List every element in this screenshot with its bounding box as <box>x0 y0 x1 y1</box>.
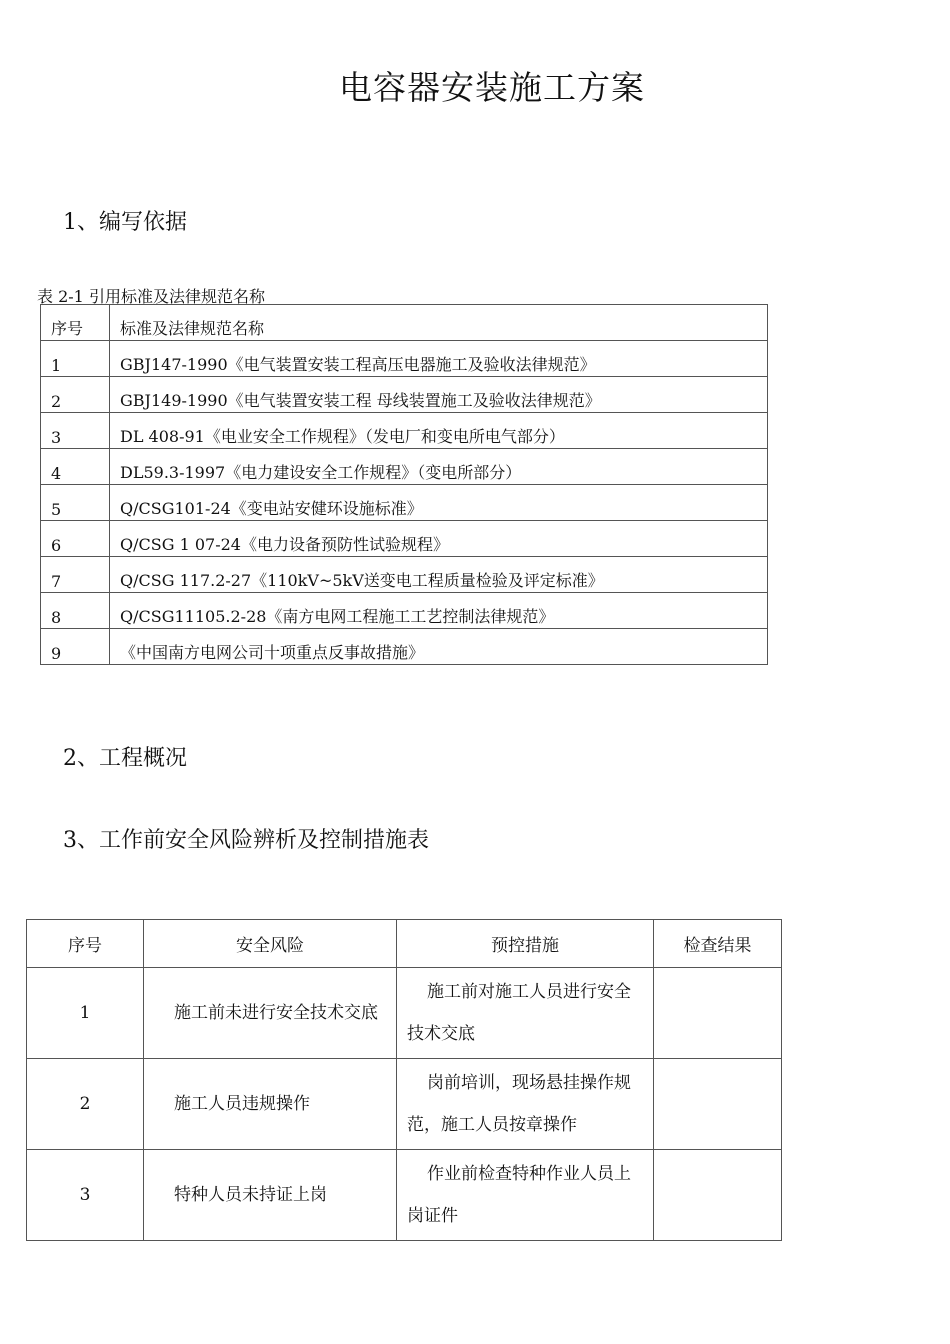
control-cell <box>397 1150 654 1241</box>
result-cell <box>654 1059 782 1150</box>
row-number: 2 <box>41 377 110 413</box>
row-number: 1 <box>27 968 144 1059</box>
control-text: 施工前对施工人员进行安全技术交底 <box>407 982 631 1044</box>
row-number: 3 <box>27 1150 144 1241</box>
control-cell <box>397 1059 654 1150</box>
table-row <box>27 1059 782 1150</box>
standard-name: Q/CSG11105.2-28《南方电网工程施工工艺控制法律规范》 <box>110 593 768 629</box>
table-row <box>41 377 768 413</box>
table-row <box>41 629 768 665</box>
row-number: 5 <box>41 485 110 521</box>
standard-name: Q/CSG 1 07-24《电力设备预防性试验规程》 <box>110 521 768 557</box>
header-cell-no: 序号 <box>27 920 144 968</box>
risk-text: 施工人员违规操作 <box>174 1094 310 1114</box>
risk-cell <box>144 1150 397 1241</box>
risk-cell <box>144 968 397 1059</box>
section-heading-basis: 1、编写依据 <box>63 210 187 235</box>
row-number: 7 <box>41 557 110 593</box>
control-cell <box>397 968 654 1059</box>
risk-text: 施工前未进行安全技术交底 <box>174 1003 378 1023</box>
standard-name: GBJ149-1990《电气装置安装工程 母线装置施工及验收法律规范》 <box>110 377 768 413</box>
section-heading-risk: 3、工作前安全风险辨析及控制措施表 <box>63 828 429 853</box>
table-header-row <box>27 920 782 968</box>
section-heading-overview: 2、工程概况 <box>63 746 187 771</box>
control-text: 作业前检查特种作业人员上岗证件 <box>407 1164 631 1226</box>
table-row <box>41 413 768 449</box>
standard-name: DL59.3-1997《电力建设安全工作规程》（变电所部分） <box>110 449 768 485</box>
result-cell <box>654 1150 782 1241</box>
row-number: 8 <box>41 593 110 629</box>
row-number: 2 <box>27 1059 144 1150</box>
risk-control-table <box>26 919 782 1241</box>
row-number: 4 <box>41 449 110 485</box>
standard-name: Q/CSG 117.2-27《110kV~5kV送变电工程质量检验及评定标准》 <box>110 557 768 593</box>
risk-text: 特种人员未持证上岗 <box>174 1185 327 1205</box>
header-cell-control: 预控措施 <box>397 920 654 968</box>
row-number: 6 <box>41 521 110 557</box>
table-row <box>41 557 768 593</box>
standard-name: Q/CSG101-24《变电站安健环设施标准》 <box>110 485 768 521</box>
table-row <box>41 449 768 485</box>
row-number: 9 <box>41 629 110 665</box>
standard-name: 《中国南方电网公司十项重点反事故措施》 <box>110 629 768 665</box>
header-cell-name: 标准及法律规范名称 <box>110 305 768 341</box>
table-header-row <box>41 305 768 341</box>
standard-name: DL 408-91《电业安全工作规程》（发电厂和变电所电气部分） <box>110 413 768 449</box>
control-text: 岗前培训，现场悬挂操作规范，施工人员按章操作 <box>407 1073 631 1135</box>
table-row <box>27 968 782 1059</box>
table-row <box>41 341 768 377</box>
table-row <box>41 593 768 629</box>
standard-name: GBJ147-1990《电气装置安装工程高压电器施工及验收法律规范》 <box>110 341 768 377</box>
table-row <box>41 485 768 521</box>
row-number: 3 <box>41 413 110 449</box>
table-row <box>41 521 768 557</box>
document-title: 电容器安装施工方案 <box>339 68 645 107</box>
standards-table <box>40 304 768 665</box>
header-cell-no: 序号 <box>41 305 110 341</box>
risk-cell <box>144 1059 397 1150</box>
result-cell <box>654 968 782 1059</box>
table-row <box>27 1150 782 1241</box>
header-cell-result: 检查结果 <box>654 920 782 968</box>
row-number: 1 <box>41 341 110 377</box>
table-caption: 表 2-1 引用标准及法律规范名称 <box>37 287 265 306</box>
header-cell-risk: 安全风险 <box>144 920 397 968</box>
